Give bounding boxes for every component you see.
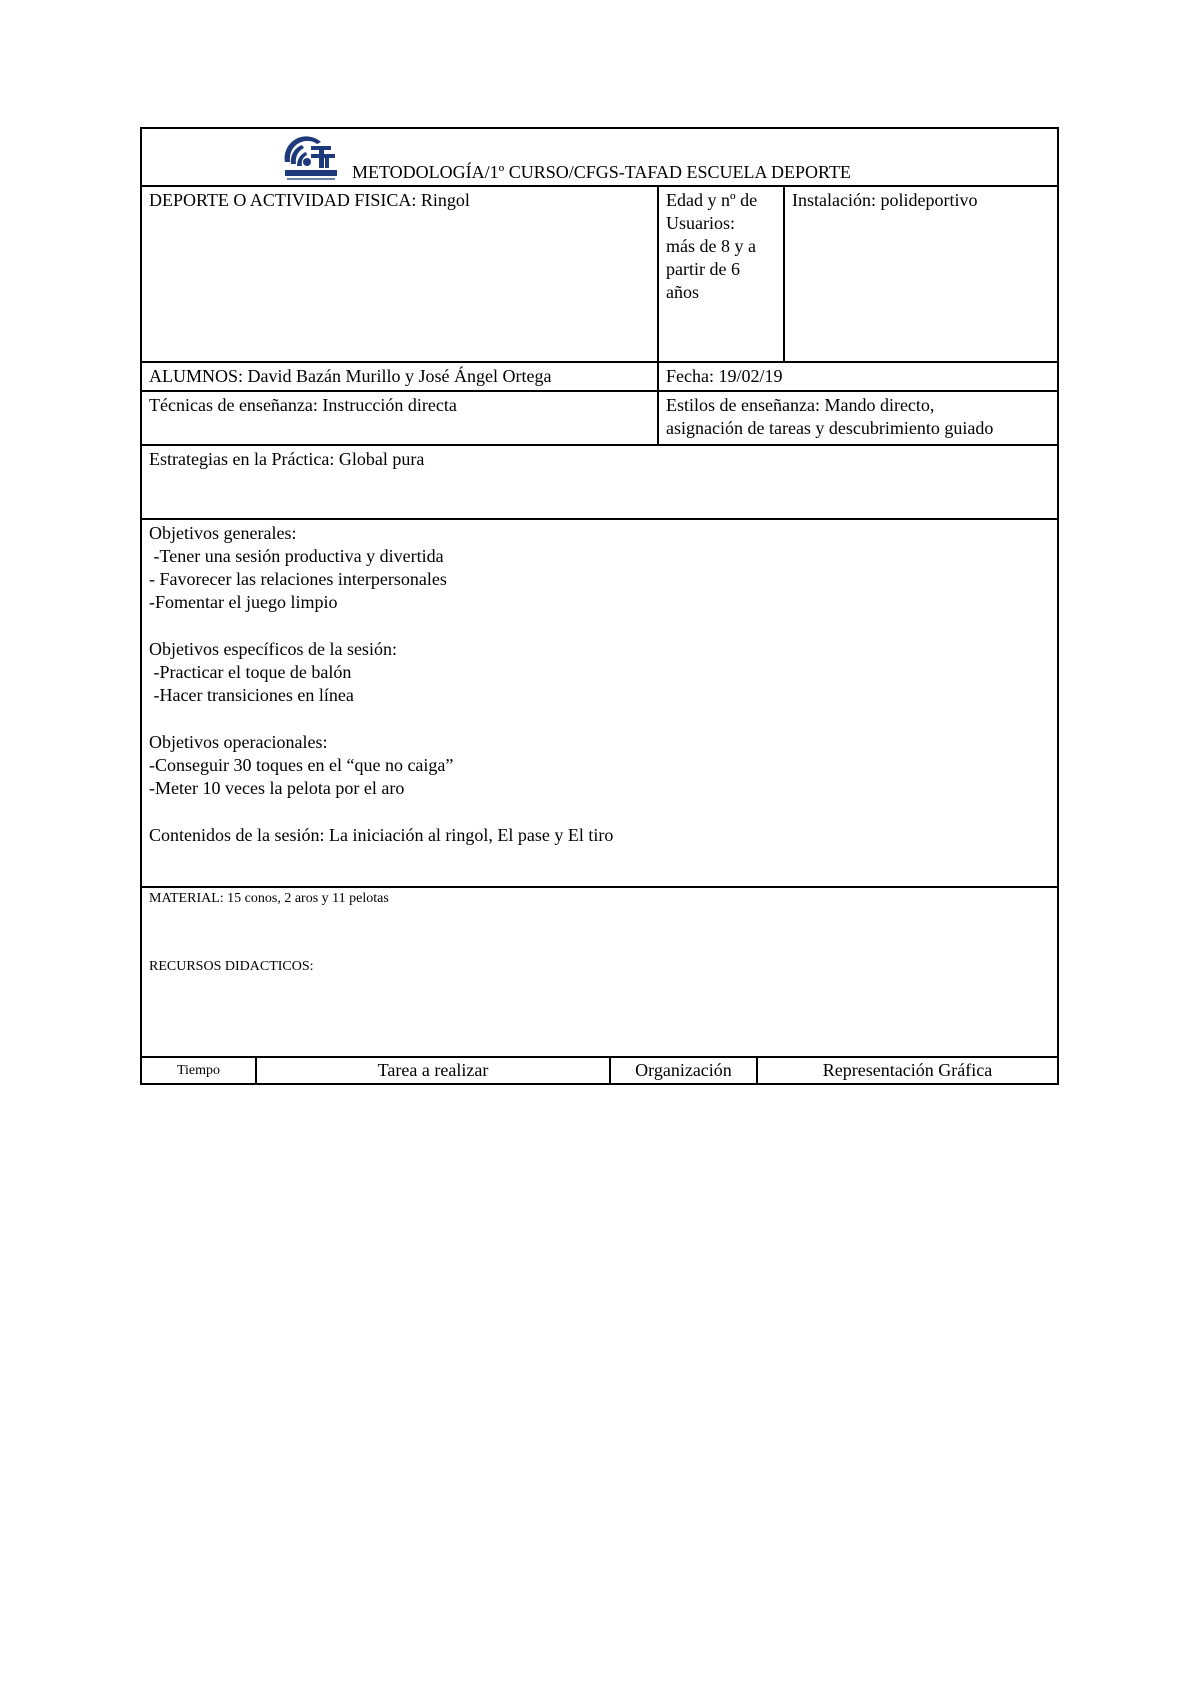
session-form-table xyxy=(140,127,1059,1058)
objetivos-especificos-title: Objetivos específicos de la sesión: xyxy=(149,639,397,659)
fecha-cell xyxy=(658,362,1058,391)
deporte-cell xyxy=(141,186,658,362)
spacer xyxy=(149,908,1050,958)
contenidos-text: Contenidos de la sesión: La iniciación al ringol, El pase y El tiro xyxy=(149,825,614,845)
objetivo-general-item: -Tener una sesión productiva y divertida xyxy=(149,546,444,566)
tecnicas-cell xyxy=(141,391,658,445)
instalacion-text: Instalación: polideportivo xyxy=(792,190,978,210)
estrategias-text: Estrategias en la Práctica: Global pura xyxy=(149,449,425,469)
estilos-line: asignación de tareas y descubrimiento guiado xyxy=(666,418,994,438)
session-form xyxy=(140,127,1057,1085)
tiempo-header: Tiempo xyxy=(141,1057,256,1084)
spacer xyxy=(149,707,1050,731)
tarea-header: Tarea a realizar xyxy=(256,1057,610,1084)
objetivo-especifico-item: -Practicar el toque de balón xyxy=(149,662,352,682)
fecha-text: Fecha: 19/02/19 xyxy=(666,366,783,386)
alumnos-cell xyxy=(141,362,658,391)
edad-line: partir de 6 xyxy=(666,259,740,279)
objetivos-generales-title: Objetivos generales: xyxy=(149,523,297,543)
tecnicas-text: Técnicas de enseñanza: Instrucción directa xyxy=(149,395,457,415)
organizacion-header: Organización xyxy=(610,1057,757,1084)
representacion-header: Representación Gráfica xyxy=(757,1057,1058,1084)
objetivo-general-item: - Favorecer las relaciones interpersonales xyxy=(149,569,447,589)
edad-line: más de 8 y a xyxy=(666,236,756,256)
spacer xyxy=(149,800,1050,824)
edad-line: Edad y nº de xyxy=(666,190,758,210)
estrategias-cell xyxy=(141,445,1058,519)
alumnos-text: ALUMNOS: David Bazán Murillo y José Ángel Ortega xyxy=(149,366,552,386)
objetivo-general-item: -Fomentar el juego limpio xyxy=(149,592,338,612)
spacer xyxy=(149,614,1050,638)
objetivos-operacionales-title: Objetivos operacionales: xyxy=(149,732,328,752)
estilos-line: Estilos de enseñanza: Mando directo, xyxy=(666,395,935,415)
estilos-cell xyxy=(658,391,1058,445)
objetivo-especifico-item: -Hacer transiciones en línea xyxy=(149,685,354,705)
school-crest-logo xyxy=(277,132,343,182)
header-title: METODOLOGÍA/1º CURSO/CFGS-TAFAD ESCUELA DEPORTE xyxy=(352,162,851,182)
material-cell xyxy=(141,887,1058,1057)
deporte-text: DEPORTE O ACTIVIDAD FISICA: Ringol xyxy=(149,190,470,210)
edad-line: años xyxy=(666,282,699,302)
material-text: MATERIAL: 15 conos, 2 aros y 11 pelotas xyxy=(149,891,389,906)
form-header xyxy=(141,128,1058,186)
instalacion-cell xyxy=(784,186,1058,362)
recursos-text: RECURSOS DIDACTICOS: xyxy=(149,959,314,974)
tasks-table xyxy=(140,1056,1059,1085)
objetivo-operacional-item: -Conseguir 30 toques en el “que no caiga” xyxy=(149,755,454,775)
edad-line: Usuarios: xyxy=(666,213,735,233)
edad-cell xyxy=(658,186,784,362)
objetivo-operacional-item: -Meter 10 veces la pelota por el aro xyxy=(149,778,405,798)
objetivos-cell xyxy=(141,519,1058,887)
